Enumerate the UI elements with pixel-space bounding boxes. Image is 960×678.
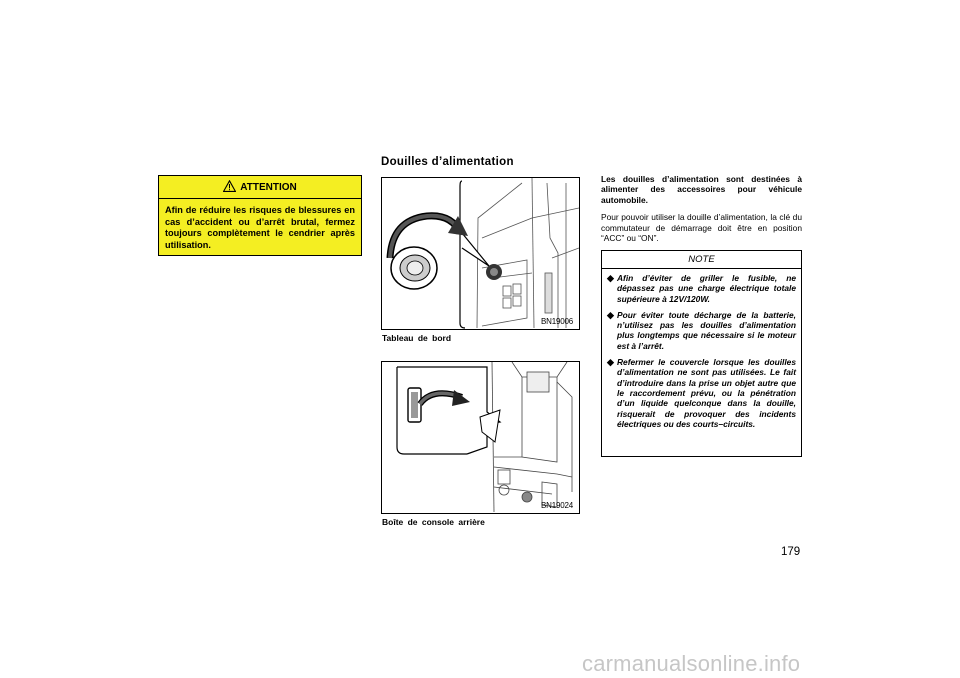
page-number: 179 <box>781 546 801 558</box>
note-list <box>602 269 801 429</box>
list-item <box>607 273 796 304</box>
intro-paragraph: Les douilles d’alimentation sont destinées à alimenter des accessoires pour véhicule automobile. <box>601 174 802 205</box>
rear-console-illustration <box>382 362 579 513</box>
note-title: NOTE <box>602 251 801 269</box>
watermark: carmanualsonline.info <box>582 651 801 676</box>
usage-paragraph: Pour pouvoir utiliser la douille d’alimentation, la clé du commutateur de démarrage doit être en position “ACC” ou “ON”. <box>601 212 802 244</box>
figure-rear-console <box>381 361 580 514</box>
figure-caption: Tableau de bord <box>382 333 452 343</box>
attention-header <box>159 176 361 199</box>
body-text <box>601 174 802 243</box>
attention-box <box>158 175 362 256</box>
diamond-bullet-icon: ◆ <box>607 309 614 320</box>
list-item <box>607 310 796 351</box>
figure-caption: Boîte de console arrière <box>382 517 485 527</box>
attention-title: ATTENTION <box>240 181 297 193</box>
note-item-text: Refermer le couvercle lorsque les douilles d’alimentation ne sont pas utilisées. Le fait d’introduire dans la prise un objet autre que le raccordement prévu, ou la pénétration d’un liquide quelconque dans la douille, risquerait de provoquer des incidents électriques ou des courts–circuits. <box>617 357 796 429</box>
warning-triangle-icon <box>223 180 236 195</box>
section-title: Douilles d’alimentation <box>381 156 514 168</box>
diamond-bullet-icon: ◆ <box>607 273 614 283</box>
figure-dashboard <box>381 177 580 330</box>
note-box <box>601 250 802 457</box>
note-item-text: Afin d’éviter de griller le fusible, ne dépassez pas une charge électrique totale supérieure à 12V/120W. <box>617 273 796 304</box>
list-item <box>607 357 796 429</box>
diamond-bullet-icon: ◆ <box>607 357 614 368</box>
attention-text: Afin de réduire les risques de blessures en cas d’accident ou d’arrêt brutal, fermez toujours complètement le cendrier après utilisation. <box>165 205 355 250</box>
note-item-text: Pour éviter toute décharge de la batterie, n’utilisez pas les douilles d’alimentation plus longtemps que nécessaire si le moteur est à l’arrêt. <box>617 309 796 351</box>
figure-code: BN19006 <box>541 317 573 326</box>
figure-code: BN19024 <box>541 501 573 510</box>
dashboard-illustration <box>382 178 579 329</box>
